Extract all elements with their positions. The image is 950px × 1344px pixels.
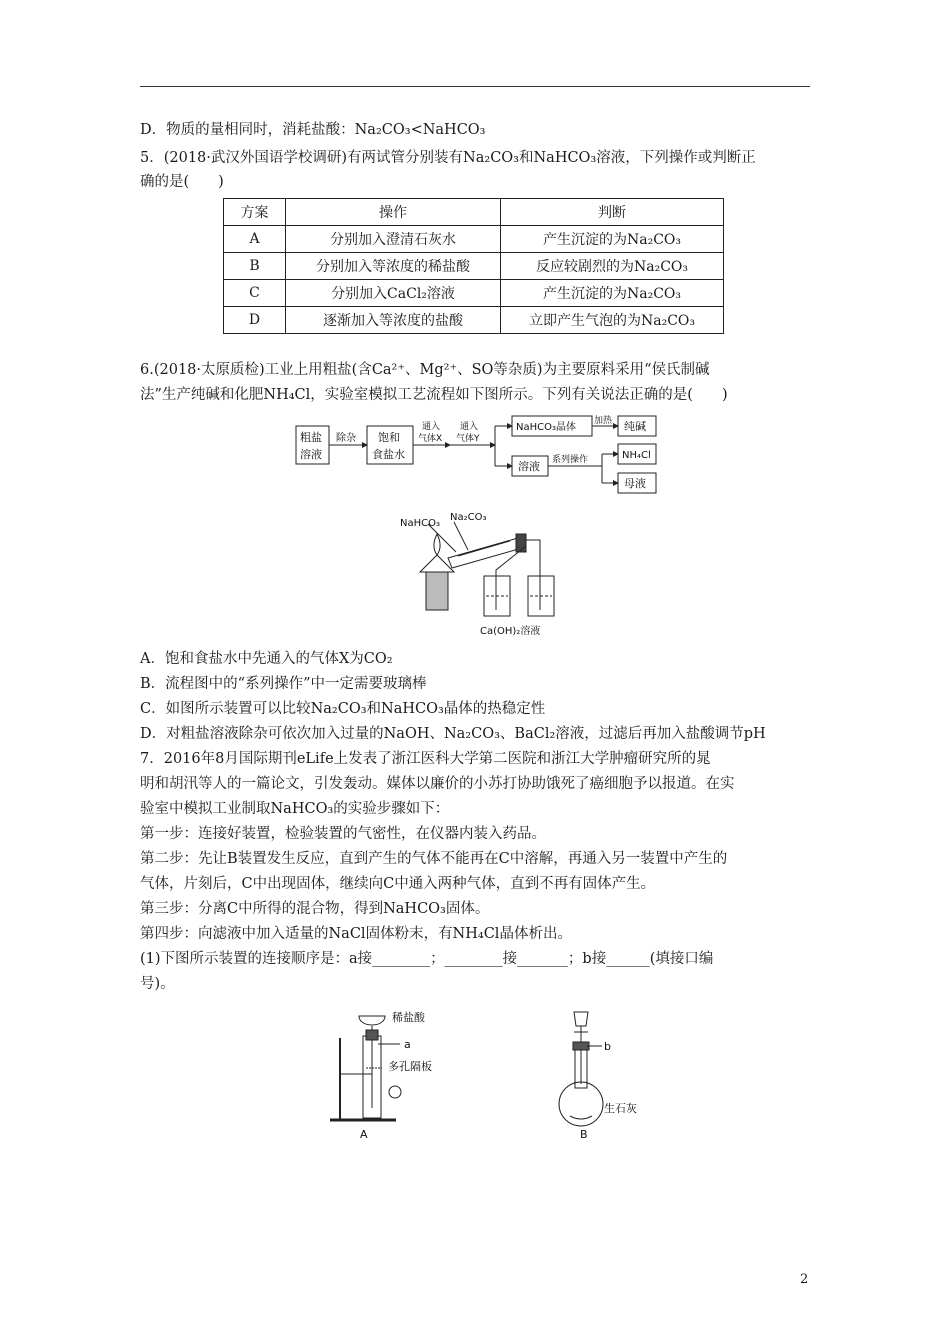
stopper xyxy=(516,534,526,552)
lime-layer xyxy=(570,1116,592,1119)
table-cell: D xyxy=(224,307,286,334)
q6-stem-line1: 6.(2018·太原质检)工业上用粗盐(含Ca²⁺、Mg²⁺、SO等杂质)为主要原料采用“侯氏制碱 xyxy=(140,362,710,378)
outer-test-tube xyxy=(448,538,522,568)
q7-step3: 第三步：分离C中所得的混合物，得到NaHCO₃固体。 xyxy=(140,901,490,917)
flow-text: 粗盐 xyxy=(300,431,322,444)
q5-stem-line1: 5．(2018·武汉外国语学校调研)有两试管分别装有Na₂CO₃和NaHCO₃溶液，下列操作或判断正 xyxy=(140,150,756,166)
header-rule xyxy=(140,86,810,87)
table-header: 判断 xyxy=(501,199,724,226)
table-row xyxy=(224,226,724,253)
table-cell: 产生沉淀的为Na₂CO₃ xyxy=(501,280,724,307)
tube-stopper xyxy=(366,1030,378,1040)
heating-apparatus-figure xyxy=(398,510,568,642)
figure-b-label: B xyxy=(580,1128,588,1141)
q6-option-c: C．如图所示装置可以比较Na₂CO₃和NaHCO₃晶体的热稳定性 xyxy=(140,701,546,717)
lamp-stand xyxy=(426,572,448,610)
flow-text: 加热 xyxy=(594,416,613,426)
table-header: 方案 xyxy=(224,199,286,226)
flow-text: NH₄Cl xyxy=(622,450,651,461)
q6-stem-line2: 法”生产纯碱和化肥NH₄Cl，实验室模拟工艺流程如下图所示。下列有关说法正确的是( ) xyxy=(140,387,728,403)
figure-a-label: 多孔隔板 xyxy=(388,1060,432,1073)
apparatus-b-figure xyxy=(546,1008,666,1144)
table-row xyxy=(224,307,724,334)
dropping-funnel xyxy=(574,1012,588,1026)
apparatus-a-figure xyxy=(322,1008,452,1144)
flow-text: 溶液 xyxy=(518,460,540,473)
table-cell: C xyxy=(224,280,286,307)
flow-chart xyxy=(290,412,670,497)
funnel-bulb xyxy=(359,1016,385,1025)
table-cell: 分别加入CaCl₂溶液 xyxy=(286,280,501,307)
q7-step2-line2: 气体，片刻后，C中出现固体，继续向C中通入两种气体，直到不再有固体产生。 xyxy=(140,876,656,892)
table-cell: A xyxy=(224,226,286,253)
q7-sub1-line1: (1)下图所示装置的连接顺序是：a接________；________接_______；b接______(填接口编 xyxy=(140,951,714,967)
q6-option-b: B．流程图中的“系列操作”中一定需要玻璃棒 xyxy=(140,676,427,692)
table-cell: 产生沉淀的为Na₂CO₃ xyxy=(501,226,724,253)
apparatus-label: NaHCO₃ xyxy=(400,518,440,529)
q6-option-a: A．饱和食盐水中先通入的气体X为CO₂ xyxy=(140,651,393,667)
figure-a-label: 稀盐酸 xyxy=(392,1011,425,1024)
table-cell: 逐渐加入等浓度的盐酸 xyxy=(286,307,501,334)
figure-b-label: 生石灰 xyxy=(604,1102,637,1115)
figure-b-label: b xyxy=(604,1040,611,1053)
page-number: 2 xyxy=(800,1272,809,1287)
flow-text: 饱和 xyxy=(378,431,400,444)
q5-options-table xyxy=(223,198,724,334)
clamp-knob xyxy=(389,1086,401,1098)
table-cell: B xyxy=(224,253,286,280)
table-row xyxy=(224,253,724,280)
figure-a-label: A xyxy=(360,1128,368,1141)
flow-text: 系列操作 xyxy=(552,455,589,465)
q5-stem-line2: 确的是( ) xyxy=(140,174,224,190)
delivery-tube-2 xyxy=(496,546,526,610)
apparatus-label: Ca(OH)₂溶液 xyxy=(480,626,541,637)
table-cell: 立即产生气泡的为Na₂CO₃ xyxy=(501,307,724,334)
q7-step4: 第四步：向滤液中加入适量的NaCl固体粉末，有NH₄Cl晶体析出。 xyxy=(140,926,572,942)
q6-option-d: D．对粗盐溶液除杂可依次加入过量的NaOH、Na₂CO₃、BaCl₂溶液，过滤后再加入盐酸调节pH xyxy=(140,726,766,742)
flame-icon xyxy=(434,534,440,555)
table-cell: 分别加入等浓度的稀盐酸 xyxy=(286,253,501,280)
q7-sub1-line2: 号)。 xyxy=(140,976,175,992)
flask-stopper xyxy=(573,1042,589,1050)
q7-step1: 第一步：连接好装置，检验装置的气密性，在仪器内装入药品。 xyxy=(140,826,546,842)
figure-a-label: a xyxy=(404,1038,411,1051)
flow-text: 溶液 xyxy=(300,448,322,461)
flow-text: 通入 xyxy=(422,422,441,432)
flow-text: 纯碱 xyxy=(624,420,646,433)
flow-text: 通入 xyxy=(460,422,479,432)
q7-stem-line2: 明和胡汛等人的一篇论文，引发轰动。媒体以廉价的小苏打协助饿死了癌细胞予以报道。在实 xyxy=(140,776,735,792)
apparatus-label: Na₂CO₃ xyxy=(450,512,487,523)
q7-stem-line3: 验室中模拟工业制取NaHCO₃的实验步骤如下： xyxy=(140,801,450,817)
table-row xyxy=(224,280,724,307)
flow-text: NaHCO₃晶体 xyxy=(516,422,576,433)
flow-text: 母液 xyxy=(624,477,646,490)
q7-step2-line1: 第二步：先让B装置发生反应，直到产生的气体不能再在C中溶解，再通入另一装置中产生的 xyxy=(140,851,728,867)
flow-text: 除杂 xyxy=(336,433,356,444)
flow-text: 食盐水 xyxy=(372,448,405,461)
table-cell: 反应较剧烈的为Na₂CO₃ xyxy=(501,253,724,280)
table-header-row xyxy=(224,199,724,226)
flow-text: 气体X xyxy=(418,434,443,444)
table-cell: 分别加入澄清石灰水 xyxy=(286,226,501,253)
q7-stem-line1: 7．2016年8月国际期刊eLife上发表了浙江医科大学第二医院和浙江大学肿瘤研究所的晁 xyxy=(140,751,711,767)
table-header: 操作 xyxy=(286,199,501,226)
q4-option-d: D．物质的量相同时，消耗盐酸：Na₂CO₃<NaHCO₃ xyxy=(140,122,486,138)
flow-text: 气体Y xyxy=(456,434,480,444)
